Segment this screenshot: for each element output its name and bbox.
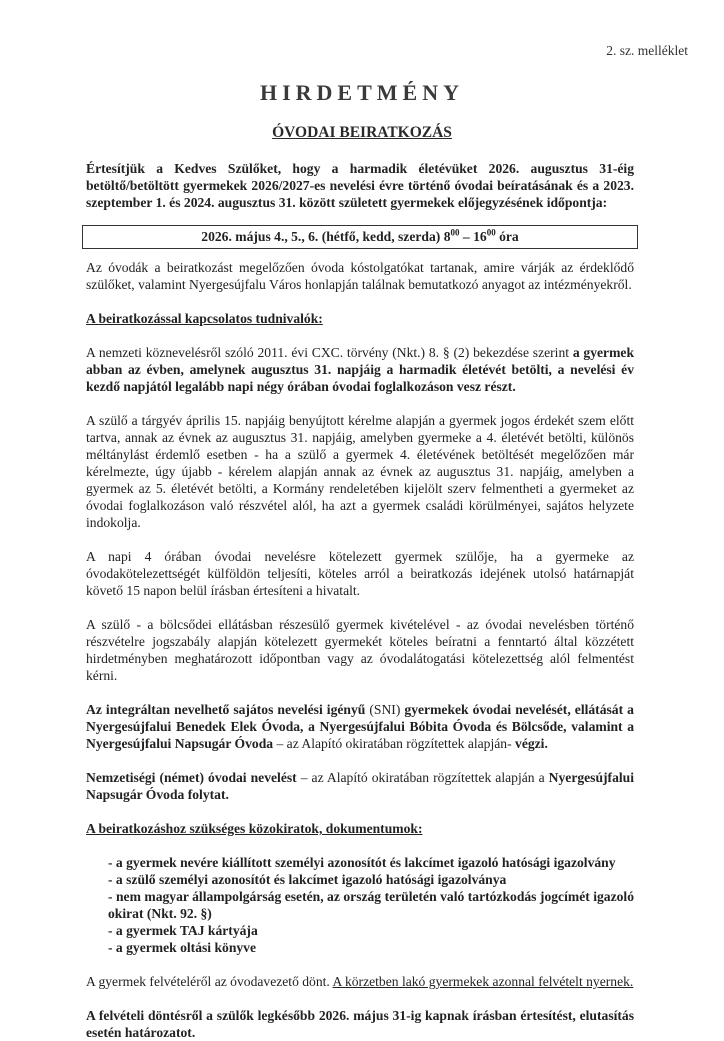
list-item: - a gyermek nevére kiállított személyi azonosítót és lakcímet igazoló hatósági igazolvány (108, 855, 616, 870)
decision-paragraph: A felvételi döntésről a szülők legkésőbb 2026. május 31-ig kapnak írásban értesítést, elutasítás esetén határozatot. (86, 1008, 634, 1040)
list-item: - a gyermek oltási könyve (108, 940, 257, 955)
list-item: - nem magyar állampolgárság esetén, az ország területén való tartózkodás jogcímét igazoló okirat (Nkt. 92. §) (108, 889, 634, 921)
nationality-bold-2: Nyergesújfalui Napsugár Óvoda folytat. (86, 770, 634, 802)
end-time (473, 229, 496, 244)
sni-bold-1: Az integráltan nevelhető sajátos nevelési igényű (86, 702, 366, 717)
document-subtitle: ÓVODAI BEIRATKOZÁS (272, 124, 452, 141)
required-documents-list (86, 854, 634, 956)
start-hour: 8 (443, 229, 451, 244)
law-emphasis: a gyermek abban az évben, amelynek augusztus 31. napjáig a harmadik életévét betölti, a nevelési év kezdő napjától legalább napi négy órában óvodai foglalkozáson vesz részt. (86, 345, 635, 394)
obligation-paragraph: A szülő - a bölcsődei ellátásban részesülő gyermek kivételével - az óvodai nevelésben történő részvételre jogszabály alapján kötelezett gyermekét köteles beíratni a fenntartó által közzétett hirdetményben meghatározott időpontban vagy az óvodalátogatási kötelezettség alól felmentést kérni. (86, 617, 634, 683)
sni-paragraph (86, 701, 634, 752)
end-minutes: 00 (486, 227, 496, 238)
law-text: A nemzeti köznevelésről szóló 2011. évi CXC. törvény (Nkt.) 8. § (2) bekezdése szerint (86, 345, 573, 360)
nationality-bold-1: Nemzetiségi (német) óvodai nevelést (86, 770, 297, 785)
sni-bold-2: gyermekek óvodai nevelését, ellátását a Nyergesújfalui Benedek Elek Óvoda, a Nyergesújfalui Bóbita Óvoda és Bölcsőde, valamint a Nyergesújfalui Napsugár Óvoda (86, 702, 634, 751)
tasting-paragraph: Az óvodák a beiratkozást megelőzően óvoda kóstolgatókat tartanak, amire várják az érdeklődő szülőket, valamint Nyergesújfalu Város honlapján találnak bemutatkozó anyagot az intézményekről. (86, 260, 634, 292)
document-title: HIRDETMÉNY (259, 80, 464, 105)
end-hour: 16 (473, 229, 487, 244)
start-minutes: 00 (450, 227, 460, 238)
exemption-paragraph: A szülő a tárgyév április 15. napjáig benyújtott kérelme alapján a gyermek jogos érdekét szem előtt tartva, annak az évnek az augusztus 31. napjáig, amelyben gyermeke a 4. életévét betölti, különös méltánylást érdemlő esetben - ha a szülő a gyermek 4. életévének betöltését megelőzően már kérelmezte, úgy újabb - kérelem alapján annak az évnek az augusztus 31. napjáig, amelyben a gyermek az 5. életévét betölti, a Kormány rendeletében kijelölt szerv felmentheti a gyermeket az óvodai foglalkozáson való részvétel alól, ha azt a gyermek családi körülményei, sajátos helyzete indokolja. (86, 413, 634, 530)
enrollment-dates-box (82, 225, 638, 249)
abroad-paragraph: A napi 4 órában óvodai nevelésre kötelezett gyermek szülője, ha a gyermeke az óvodakötelezettségét külföldön teljesíti, köteles arról a beiratkozás idejének utolsó határnapját követő 15 napon belül írásban értesíteni a hivatalt. (86, 549, 634, 598)
annex-label: 2. sz. melléklet (606, 43, 688, 58)
nationality-paragraph (86, 769, 634, 803)
sni-normal-1: (SNI) (365, 702, 405, 717)
law-paragraph (86, 344, 634, 395)
admission-paragraph (86, 973, 634, 990)
list-item: - a gyermek TAJ kártyája (108, 923, 258, 938)
section-heading-documents: A beiratkozáshoz szükséges közokiratok, dokumentumok: (86, 821, 423, 836)
document-body (86, 160, 634, 1041)
time-dash: – (462, 229, 470, 244)
sni-normal-2: – az Alapító okiratában rögzítettek alapján- (273, 736, 516, 751)
section-heading-info: A beiratkozással kapcsolatos tudnivalók: (86, 311, 323, 326)
sni-bold-3: végzi. (515, 736, 548, 751)
admission-underlined: A körzetben lakó gyermekek azonnal felvételt nyernek. (332, 974, 634, 989)
list-item: - a szülő személyi azonosítót és lakcímet igazoló hatósági igazolványa (108, 872, 507, 887)
time-suffix: óra (499, 229, 519, 244)
start-time (444, 229, 460, 244)
enrollment-days: 2026. május 4., 5., 6. (hétfő, kedd, szerda) (201, 229, 441, 244)
admission-text: A gyermek felvételéről az óvodavezető dönt. (86, 974, 333, 989)
intro-paragraph: Értesítjük a Kedves Szülőket, hogy a harmadik életévüket 2026. augusztus 31-éig betöltő/betöltött gyermekek 2026/2027-es nevelési évre történő óvodai beíratásának és a 2023. szeptember 1. és 2024. augusztus 31. között született gyermekek előjegyzésének időpontja: (86, 161, 634, 210)
nationality-normal: – az Alapító okiratában rögzítettek alapján a (296, 770, 549, 785)
